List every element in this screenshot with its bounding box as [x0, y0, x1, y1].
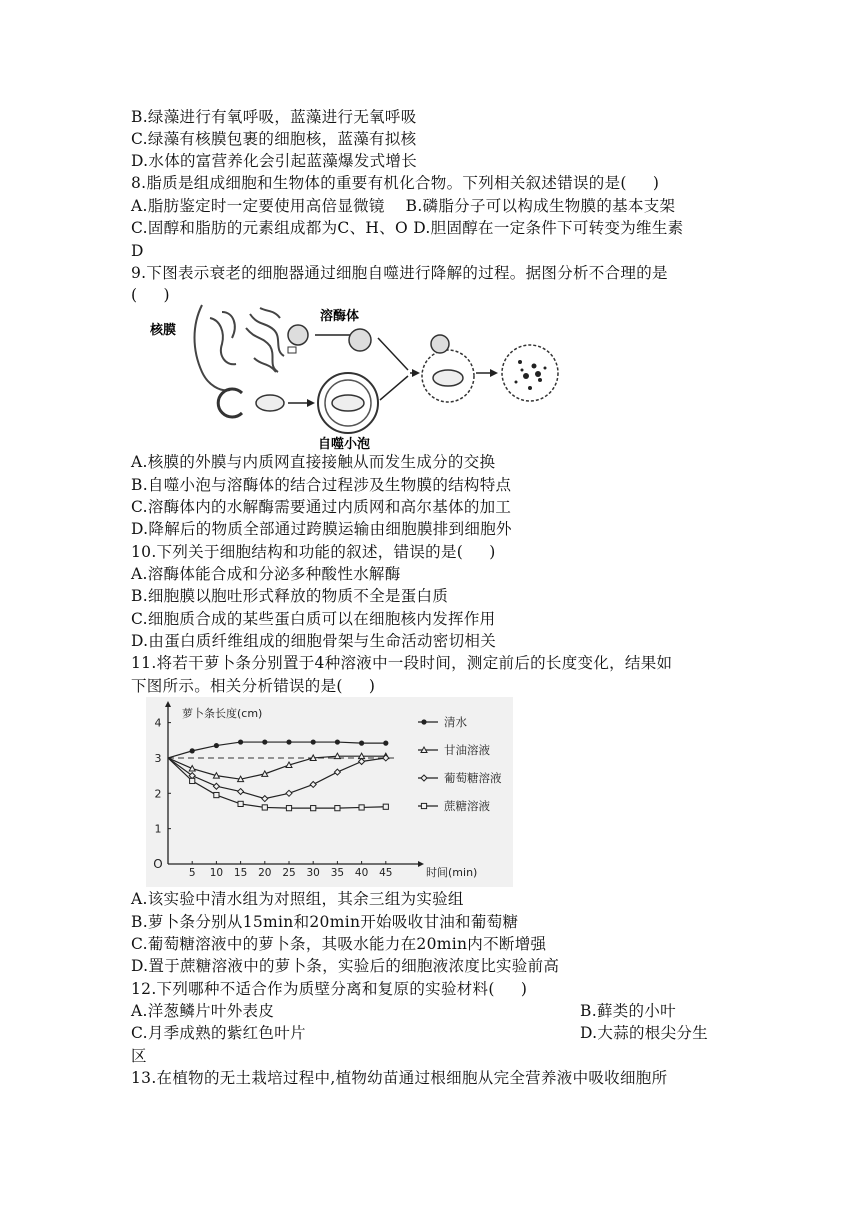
y-tick-label-3: 3	[154, 751, 162, 765]
series-0-point-5	[286, 739, 291, 744]
lysosome	[349, 329, 371, 351]
legend-label-1: 甘油溶液	[444, 743, 490, 757]
q9-stem: 9.下图表示衰老的细胞器通过细胞自噬进行降解的过程。据图分析不合理的是	[131, 264, 668, 282]
y-tick-label-2: 2	[154, 787, 162, 801]
y-tick-label-4: 4	[154, 716, 162, 730]
series-0-point-1	[190, 748, 195, 753]
q11-option-a: A.该实验中清水组为对照组，其余三组为实验组	[131, 890, 464, 908]
label-autophagosome: 自噬小泡	[318, 437, 371, 452]
q12-option-d: D.大蒜的根尖分生	[580, 1024, 709, 1042]
q9-stem-bracket: ( )	[131, 286, 170, 304]
series-0-point-2	[214, 743, 219, 748]
x-tick-label-35: 35	[330, 867, 345, 879]
legend-marker-3	[421, 803, 426, 808]
x-tick-label-30: 30	[306, 867, 320, 879]
series-0-point-3	[238, 739, 243, 744]
series-3-point-7	[335, 806, 340, 811]
q11-stem-cont: 下图所示。相关分析错误的是( )	[131, 677, 376, 695]
legend-marker-0	[421, 719, 426, 724]
q11-stem: 11.将若干萝卜条分别置于4种溶液中一段时间，测定前后的长度变化，结果如	[131, 654, 673, 672]
q12-stem: 12.下列哪种不适合作为质壁分离和复原的实验材料( )	[131, 980, 528, 998]
x-tick-label-45: 45	[379, 867, 393, 879]
y-tick-label-1: 1	[154, 822, 162, 836]
phagophore	[218, 389, 242, 417]
q7-option-c: C.绿藻有核膜包裹的细胞核，蓝藻有拟核	[131, 130, 417, 148]
radish-length-chart	[146, 697, 513, 887]
q12-option-c: C.月季成熟的紫红色叶片	[131, 1024, 306, 1042]
q11-option-c: C.葡萄糖溶液中的萝卜条，其吸水能力在20min内不断增强	[131, 935, 547, 953]
q7-option-d: D.水体的富营养化会引起蓝藻爆发式增长	[131, 152, 418, 170]
y-axis-label: 萝卜条长度(cm)	[182, 707, 263, 720]
q8-options-cd: C.固醇和脂肪的元素组成都为C、H、O D.胆固醇在一定条件下可转变为维生素	[131, 219, 684, 237]
q9-option-c: C.溶酶体内的水解酶需要通过内质网和高尔基体的加工	[131, 498, 512, 516]
q9-option-b: B.自噬小泡与溶酶体的结合过程涉及生物膜的结构特点	[131, 476, 512, 494]
q10-option-c: C.细胞质合成的某些蛋白质可以在细胞核内发挥作用	[131, 610, 496, 628]
q13-stem: 13.在植物的无土栽培过程中,植物幼苗通过根细胞从完全营养液中吸收细胞所	[131, 1069, 668, 1087]
series-3-point-2	[214, 792, 219, 797]
mitochondrion-free	[256, 395, 284, 411]
q12-option-b: B.藓类的小叶	[580, 1002, 676, 1020]
x-tick-label-15: 15	[233, 867, 248, 879]
q8-answer: D	[131, 242, 144, 260]
q11-option-b: B.萝卜条分别从15min和20min开始吸收甘油和葡萄糖	[131, 913, 519, 931]
x-tick-label-5: 5	[188, 867, 196, 879]
legend-label-0: 清水	[444, 715, 467, 729]
series-3-point-4	[262, 805, 267, 810]
autophagy-diagram	[150, 300, 570, 452]
label-nucleus-membrane: 核膜	[150, 323, 177, 338]
series-3-point-3	[238, 801, 243, 806]
origin-label: O	[153, 857, 163, 871]
series-3-point-5	[286, 806, 291, 811]
q12-option-d-cont: 区	[131, 1047, 147, 1065]
series-3-point-1	[190, 778, 195, 783]
q11-option-d: D.置于蔗糖溶液中的萝卜条，实验后的细胞液浓度比实验前高	[131, 957, 560, 975]
x-tick-label-10: 10	[209, 867, 224, 879]
q8-options-ab: A.脂肪鉴定时一定要使用高倍显微镜 B.磷脂分子可以构成生物膜的基本支架	[131, 197, 676, 215]
series-0-point-6	[311, 739, 316, 744]
label-lysosome: 溶酶体	[320, 309, 360, 324]
degraded-contents	[502, 345, 558, 401]
q7-option-b: B.绿藻进行有氧呼吸，蓝藻进行无氧呼吸	[131, 108, 417, 126]
q8-stem: 8.脂质是组成细胞和生物体的重要有机化合物。下列相关叙述错误的是( )	[131, 174, 660, 192]
nucleus-er-golgi	[195, 305, 285, 390]
q10-stem: 10.下列关于细胞结构和功能的叙述，错误的是( )	[131, 543, 496, 561]
x-tick-label-40: 40	[354, 867, 369, 879]
x-tick-label-20: 20	[258, 867, 272, 879]
series-3-point-8	[359, 805, 364, 810]
q10-option-a: A.溶酶体能合成和分泌多种酸性水解酶	[131, 565, 401, 583]
series-3-point-9	[383, 804, 388, 809]
series-0-point-8	[359, 741, 364, 746]
q9-option-d: D.降解后的物质全部通过跨膜运输由细胞膜排到细胞外	[131, 520, 512, 538]
q10-option-b: B.细胞膜以胞吐形式释放的物质不全是蛋白质	[131, 587, 449, 605]
x-tick-label-25: 25	[282, 867, 296, 879]
lysosome-small	[288, 325, 308, 345]
q9-option-a: A.核膜的外膜与内质网直接接触从而发生成分的交换	[131, 453, 496, 471]
series-3-point-6	[311, 806, 316, 811]
q12-option-a: A.洋葱鳞片叶外表皮	[131, 1002, 275, 1020]
legend-label-3: 蔗糖溶液	[444, 799, 490, 813]
legend-label-2: 葡萄糖溶液	[444, 771, 502, 785]
series-0-point-9	[383, 741, 388, 746]
series-0-point-7	[335, 739, 340, 744]
x-axis-label: 时间(min)	[426, 866, 478, 879]
q10-option-d: D.由蛋白质纤维组成的细胞骨架与生命活动密切相关	[131, 632, 497, 650]
series-0-point-4	[262, 739, 267, 744]
